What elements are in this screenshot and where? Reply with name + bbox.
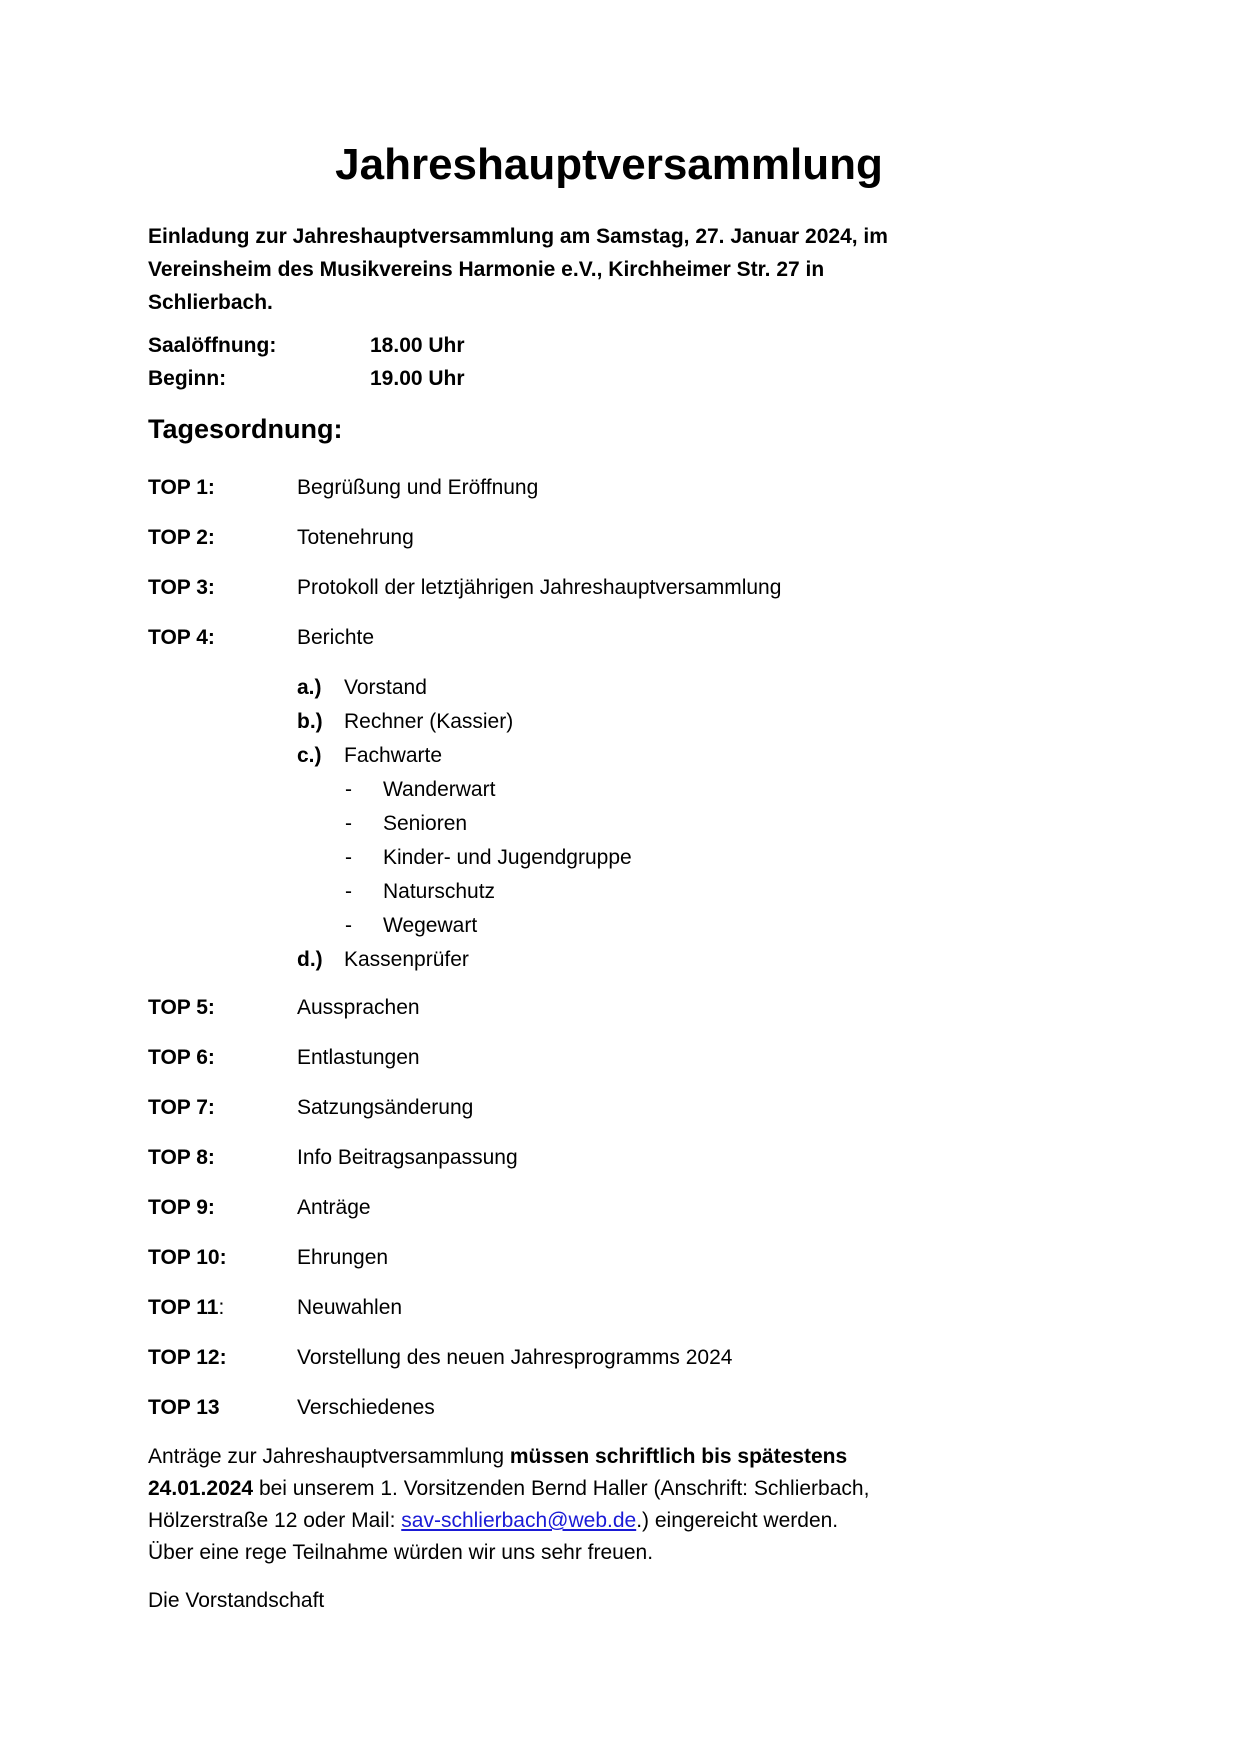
dash-bullet: - xyxy=(345,778,352,801)
closing-line-2 xyxy=(148,1473,1070,1505)
agenda-label-suffix: : xyxy=(218,1296,225,1319)
agenda-label-bold: TOP 12: xyxy=(148,1346,227,1369)
agenda-text: Verschiedenes xyxy=(297,1396,435,1419)
schedule-value: 19.00 Uhr xyxy=(370,367,465,390)
subitem-marker: d.) xyxy=(297,948,323,971)
agenda-label-bold: TOP 7: xyxy=(148,1096,215,1119)
closing-text: Anträge zur Jahreshauptversammlung xyxy=(148,1445,510,1468)
agenda-text: Aussprachen xyxy=(297,996,420,1019)
agenda-label xyxy=(148,1091,297,1124)
closing-bold-text: 24.01.2024 xyxy=(148,1477,254,1500)
agenda-text: Info Beitragsanpassung xyxy=(297,1146,518,1169)
agenda-heading: Tagesordnung: xyxy=(148,414,343,444)
subitem-row-b xyxy=(297,705,1070,739)
agenda-label xyxy=(148,621,297,654)
agenda-label-bold: TOP 11 xyxy=(148,1296,219,1319)
agenda-text: Berichte xyxy=(297,626,375,649)
agenda-row-top5 xyxy=(148,991,1070,1024)
agenda-text: Protokoll der letztjährigen Jahreshauptversammlung xyxy=(297,576,782,599)
agenda-row-top3 xyxy=(148,571,1070,604)
agenda-label-bold: TOP 3: xyxy=(148,576,215,599)
agenda-list xyxy=(148,471,1070,1424)
dash-row xyxy=(345,909,1070,943)
agenda-text: Entlastungen xyxy=(297,1046,420,1069)
closing-text: Hölzerstraße 12 oder Mail: xyxy=(148,1509,402,1532)
dash-text: Kinder- und Jugendgruppe xyxy=(383,846,632,869)
agenda-label xyxy=(148,1141,297,1174)
closing-paragraph xyxy=(148,1441,1070,1569)
closing-line-4 xyxy=(148,1537,1070,1569)
dash-bullet: - xyxy=(345,846,352,869)
signature: Die Vorstandschaft xyxy=(148,1589,325,1612)
closing-bold-text: müssen schriftlich bis spätestens xyxy=(509,1445,848,1468)
schedule-row-opening xyxy=(148,329,1070,362)
agenda-label-bold: TOP 4: xyxy=(148,626,215,649)
agenda-row-top11 xyxy=(148,1291,1070,1324)
subitem-marker: c.) xyxy=(297,744,322,767)
schedule-label: Beginn: xyxy=(148,367,227,390)
agenda-label xyxy=(148,1191,297,1224)
dash-bullet: - xyxy=(345,880,352,903)
dash-row xyxy=(345,807,1070,841)
dash-text: Wegewart xyxy=(383,914,478,937)
subitem-row-a xyxy=(297,671,1070,705)
agenda-text: Totenehrung xyxy=(297,526,414,549)
subitem-marker: b.) xyxy=(297,710,323,733)
dash-text: Senioren xyxy=(383,812,468,835)
agenda-label-bold: TOP 10: xyxy=(148,1246,227,1269)
dash-bullet: - xyxy=(345,812,352,835)
agenda-label xyxy=(148,571,297,604)
fachwarte-dash-list xyxy=(345,773,1070,943)
agenda-row-top4 xyxy=(148,621,1070,654)
agenda-label-bold: TOP 13 xyxy=(148,1396,220,1419)
schedule-block xyxy=(148,329,1070,395)
schedule-label: Saalöffnung: xyxy=(148,334,277,357)
agenda-text: Ehrungen xyxy=(297,1246,389,1269)
closing-text: bei unserem 1. Vorsitzenden Bernd Haller (Anschrift: Schlierbach, xyxy=(253,1477,870,1500)
agenda-text: Begrüßung und Eröffnung xyxy=(297,476,539,499)
agenda-label xyxy=(148,991,297,1024)
dash-bullet: - xyxy=(345,914,352,937)
agenda-row-top1 xyxy=(148,471,1070,504)
agenda-row-top7 xyxy=(148,1091,1070,1124)
top4-subitems xyxy=(297,671,1070,977)
agenda-label xyxy=(148,471,297,504)
agenda-text: Vorstellung des neuen Jahresprogramms 2024 xyxy=(297,1346,733,1369)
dash-row xyxy=(345,841,1070,875)
agenda-text: Anträge xyxy=(297,1196,371,1219)
agenda-row-top12 xyxy=(148,1341,1070,1374)
agenda-label-bold: TOP 1: xyxy=(148,476,215,499)
subitem-text: Vorstand xyxy=(344,676,427,699)
subitem-text: Rechner (Kassier) xyxy=(344,710,514,733)
document-title: Jahreshauptversammlung xyxy=(335,140,883,189)
closing-text: .) eingereicht werden. xyxy=(636,1509,839,1532)
agenda-text: Neuwahlen xyxy=(297,1296,403,1319)
agenda-label-bold: TOP 8: xyxy=(148,1146,215,1169)
dash-text: Wanderwart xyxy=(383,778,496,801)
agenda-text: Satzungsänderung xyxy=(297,1096,474,1119)
agenda-label-bold: TOP 9: xyxy=(148,1196,215,1219)
intro-line: Einladung zur Jahreshauptversammlung am Samstag, 27. Januar 2024, im xyxy=(148,225,888,248)
dash-row xyxy=(345,773,1070,807)
agenda-row-top10 xyxy=(148,1241,1070,1274)
agenda-row-top2 xyxy=(148,521,1070,554)
email-link[interactable]: sav-schlierbach@web.de xyxy=(401,1509,637,1532)
agenda-label-bold: TOP 2: xyxy=(148,526,215,549)
agenda-label xyxy=(148,1041,297,1074)
intro-line: Vereinsheim des Musikvereins Harmonie e.V., Kirchheimer Str. 27 in xyxy=(148,258,825,281)
closing-line-1 xyxy=(148,1441,1070,1473)
intro-line: Schlierbach. xyxy=(148,291,273,314)
agenda-label xyxy=(148,1391,297,1424)
agenda-row-top8 xyxy=(148,1141,1070,1174)
agenda-row-top13 xyxy=(148,1391,1070,1424)
agenda-label xyxy=(148,1341,297,1374)
agenda-label xyxy=(148,1241,297,1274)
agenda-label xyxy=(148,1291,297,1324)
dash-row xyxy=(345,875,1070,909)
subitem-text: Fachwarte xyxy=(344,744,443,767)
agenda-row-top6 xyxy=(148,1041,1070,1074)
agenda-label xyxy=(148,521,297,554)
subitem-marker: a.) xyxy=(297,676,322,699)
schedule-value: 18.00 Uhr xyxy=(370,334,465,357)
closing-text: Über eine rege Teilnahme würden wir uns sehr freuen. xyxy=(148,1541,654,1564)
dash-text: Naturschutz xyxy=(383,880,496,903)
subitem-row-d xyxy=(297,943,1070,977)
schedule-row-begin xyxy=(148,362,1070,395)
agenda-label-bold: TOP 5: xyxy=(148,996,215,1019)
intro-paragraph xyxy=(148,220,1070,319)
closing-line-3 xyxy=(148,1505,1070,1537)
agenda-row-top9 xyxy=(148,1191,1070,1224)
agenda-label-bold: TOP 6: xyxy=(148,1046,215,1069)
subitem-text: Kassenprüfer xyxy=(344,948,469,971)
subitem-row-c xyxy=(297,739,1070,773)
